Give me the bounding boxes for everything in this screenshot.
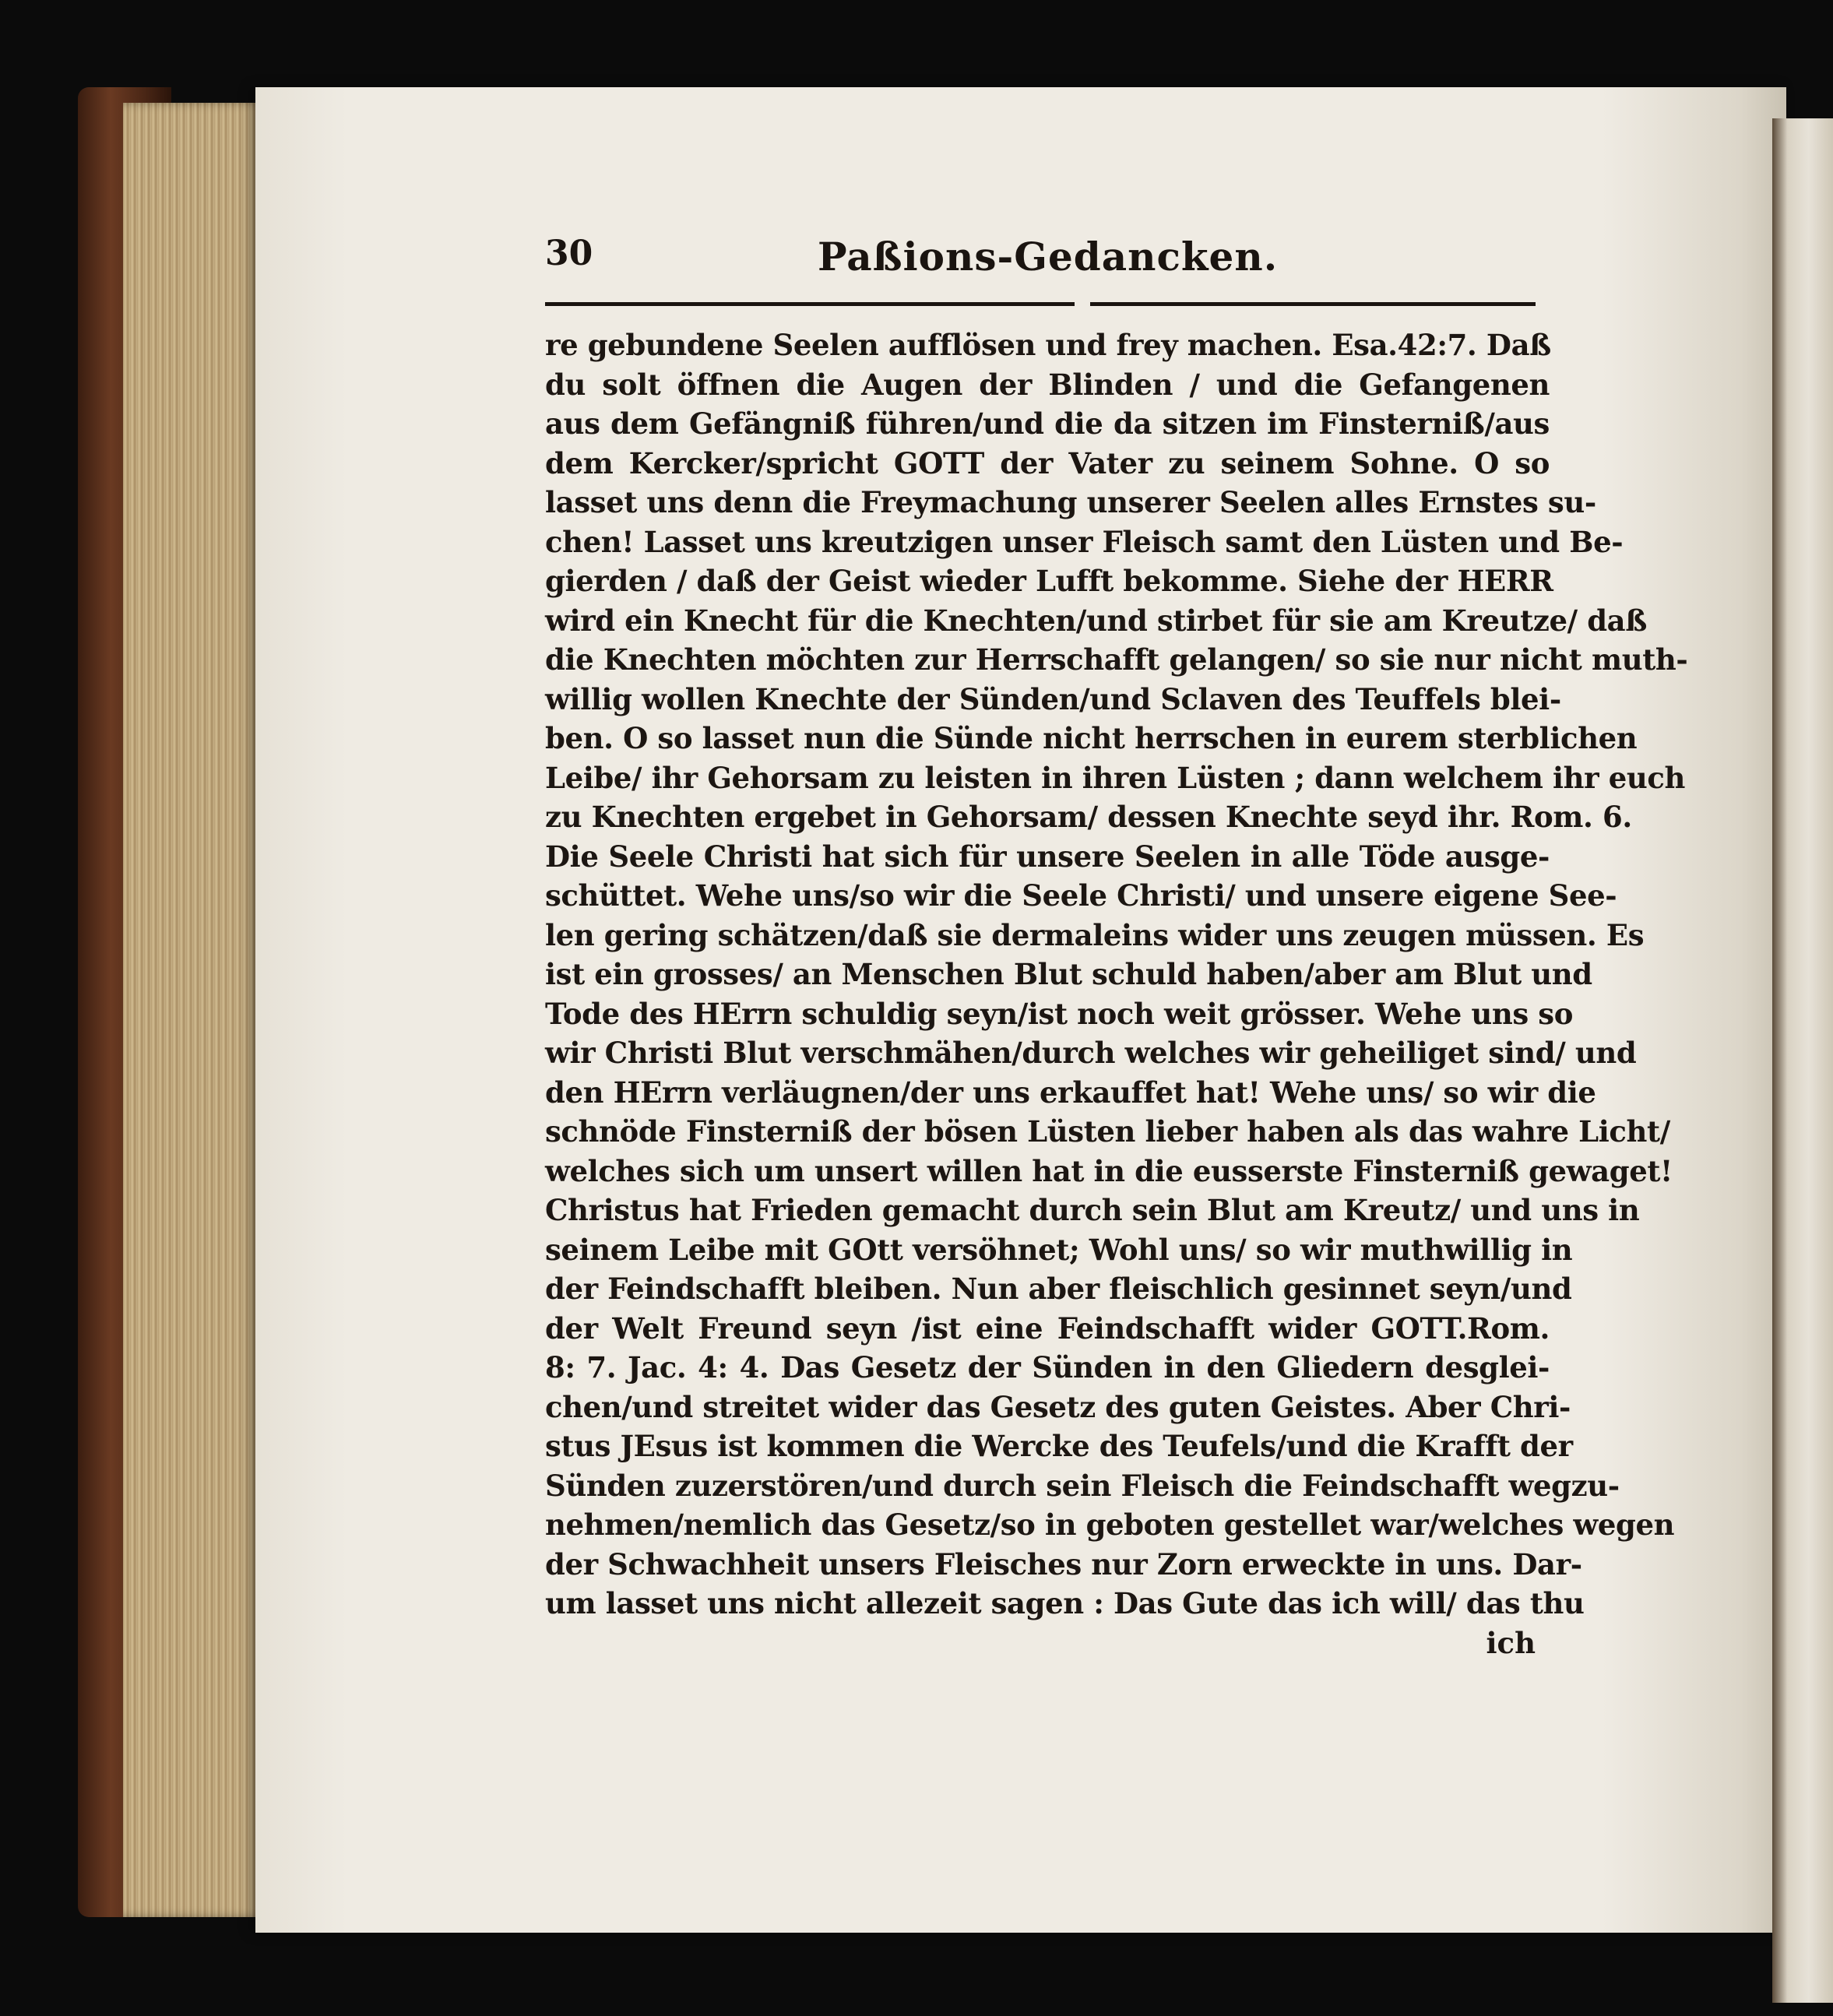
page-header	[545, 234, 1557, 296]
text-line: dem Kercker/spricht GOTT der Vater zu seinem Sohne. O so	[545, 445, 1550, 480]
text-line: welches sich um unsert willen hat in die eusserste Finsterniß gewaget!	[545, 1153, 1673, 1188]
running-title: Paßions-Gedancken.	[818, 234, 1279, 280]
text-line: len gering schätzen/daß sie dermaleins wider uns zeugen müssen. Es	[545, 917, 1645, 952]
text-line: ben. O so lasset nun die Sünde nicht herrschen in eurem sterblichen	[545, 721, 1638, 755]
text-line: Christus hat Frieden gemacht durch sein Blut am Kreutz/ und uns in	[545, 1193, 1640, 1227]
text-line: re gebundene Seelen aufflösen und frey machen. Esa.42:7. Daß	[545, 328, 1551, 362]
text-line: seinem Leibe mit GOtt versöhnet; Wohl uns/ so wir muthwillig in	[545, 1232, 1573, 1267]
text-line: der Welt Freund seyn /ist eine Feindschafft wider GOTT.Rom.	[545, 1311, 1550, 1346]
text-line: ist ein grosses/ an Menschen Blut schuld haben/aber am Blut und	[545, 957, 1592, 991]
text-line: chen/und streitet wider das Gesetz des guten Geistes. Aber Chri-	[545, 1389, 1571, 1424]
text-line: Sünden zuzerstören/und durch sein Fleisch die Feindschafft wegzu-	[545, 1468, 1620, 1503]
text-line: nehmen/nemlich das Gesetz/so in geboten gestellet war/welches wegen	[545, 1508, 1675, 1542]
text-line: schnöde Finsterniß der bösen Lüsten lieber haben als das wahre Licht/	[545, 1114, 1670, 1149]
header-rule-left	[545, 302, 1075, 306]
text-line: Leibe/ ihr Gehorsam zu leisten in ihren Lüsten ; dann welchem ihr euch	[545, 760, 1685, 795]
page-number: 30	[545, 234, 593, 273]
text-line: Tode des HErrn schuldig seyn/ist noch weit grösser. Wehe uns so	[545, 996, 1573, 1031]
text-line: wird ein Knecht für die Knechten/und stirbet für sie am Kreutze/ daß	[545, 603, 1647, 638]
text-line: du solt öffnen die Augen der Blinden / und die Gefangenen	[545, 367, 1550, 402]
text-line: lasset uns denn die Freymachung unserer Seelen alles Ernstes su-	[545, 485, 1596, 519]
text-line: zu Knechten ergebet in Gehorsam/ dessen Knechte seyd ihr. Rom. 6.	[545, 800, 1632, 834]
text-block	[545, 234, 1688, 1660]
text-line: der Feindschafft bleiben. Nun aber fleischlich gesinnet seyn/und	[545, 1272, 1572, 1306]
catchword: ich	[1486, 1625, 1536, 1660]
text-line: die Knechten möchten zur Herrschafft gelangen/ so sie nur nicht muth-	[545, 642, 1688, 677]
text-line: stus JEsus ist kommen die Wercke des Teufels/und die Krafft der	[545, 1429, 1573, 1463]
header-rule-right	[1090, 302, 1536, 306]
text-line: aus dem Gefängniß führen/und die da sitzen im Finsterniß/aus	[545, 406, 1550, 441]
text-line: gierden / daß der Geist wieder Lufft bekomme. Siehe der HERR	[545, 564, 1553, 598]
text-line: chen! Lasset uns kreutzigen unser Fleisch samt den Lüsten und Be-	[545, 524, 1624, 559]
text-line: um lasset uns nicht allezeit sagen : Das Gute das ich will/ das thu	[545, 1586, 1585, 1620]
facing-page-edge	[1772, 118, 1833, 2003]
body-text	[545, 325, 1688, 1662]
page-edges	[123, 103, 263, 1917]
text-line: der Schwachheit unsers Fleisches nur Zorn erweckte in uns. Dar-	[545, 1546, 1582, 1581]
text-line: Die Seele Christi hat sich für unsere Seelen in alle Töde ausge-	[545, 839, 1550, 874]
text-line: wir Christi Blut verschmähen/durch welches wir geheiliget sind/ und	[545, 1036, 1637, 1070]
text-line: schüttet. Wehe uns/so wir die Seele Christi/ und unsere eigene See-	[545, 878, 1617, 913]
text-line: den HErrn verläugnen/der uns erkauffet hat! Wehe uns/ so wir die	[545, 1075, 1596, 1110]
text-line: willig wollen Knechte der Sünden/und Sclaven des Teuffels blei-	[545, 681, 1561, 716]
text-line: 8: 7. Jac. 4: 4. Das Gesetz der Sünden in den Gliedern desglei-	[545, 1350, 1550, 1384]
